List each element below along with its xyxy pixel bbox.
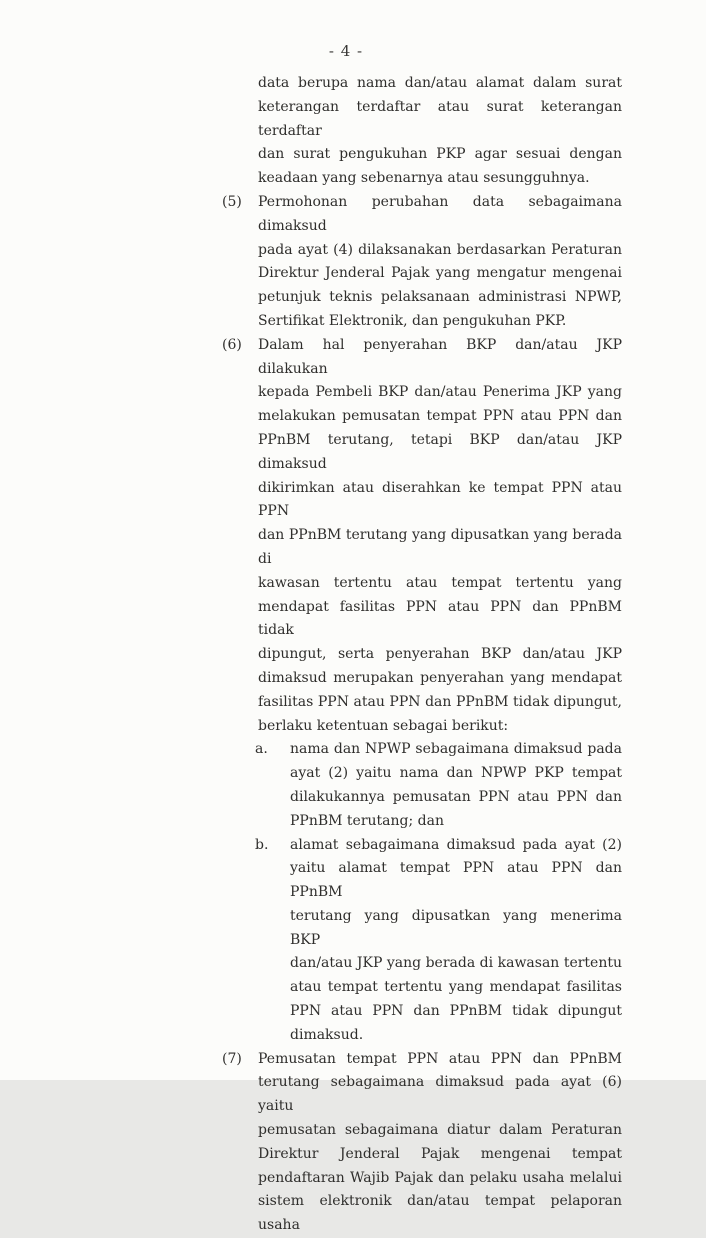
list-marker: (5) bbox=[222, 193, 242, 210]
list-marker: a. bbox=[255, 741, 268, 758]
item-5 bbox=[222, 191, 622, 334]
text-line: dan PPnBM terutang yang dipusatkan yang berada di bbox=[258, 527, 622, 567]
text-line: Dalam hal penyerahan BKP dan/atau JKP dilakukan bbox=[258, 336, 622, 377]
text-line: melakukan pemusatan tempat PPN atau PPN dan bbox=[258, 408, 622, 425]
text-line: sistem elektronik dan/atau tempat pelaporan usaha bbox=[258, 1193, 622, 1234]
text-line: keadaan yang sebenarnya atau sesungguhnya. bbox=[258, 170, 590, 187]
text-line: dipungut, serta penyerahan BKP dan/atau JKP bbox=[258, 646, 622, 663]
text-line: dan surat pengukuhan PKP agar sesuai dengan bbox=[258, 146, 622, 163]
item-6 bbox=[222, 334, 622, 739]
text-line: data berupa nama dan/atau alamat dalam surat bbox=[258, 75, 622, 91]
text-line: dilakukannya pemusatan PPN atau PPN dan bbox=[290, 788, 622, 805]
text-line: Pemusatan tempat PPN atau PPN dan PPnBM bbox=[258, 1050, 622, 1067]
text-line: petunjuk teknis pelaksanaan administrasi NPWP, bbox=[258, 289, 622, 306]
text-line: Direktur Jenderal Pajak mengenai tempat bbox=[258, 1145, 622, 1162]
page-number: - 4 - bbox=[328, 42, 364, 60]
list-marker: (6) bbox=[222, 336, 242, 353]
document-body bbox=[222, 72, 622, 1238]
text-line: pendaftaran Wajib Pajak dan pelaku usaha melalui bbox=[258, 1169, 622, 1186]
block-lines bbox=[258, 1048, 622, 1238]
text-line: dimaksud. bbox=[290, 1026, 364, 1043]
text-line: pemusatan sebagaimana diatur dalam Peraturan bbox=[258, 1122, 622, 1139]
text-line: berlaku ketentuan sebagai berikut: bbox=[258, 717, 509, 734]
text-line: PPnBM terutang, tetapi BKP dan/atau JKP dimaksud bbox=[258, 431, 622, 472]
text-line: Permohonan perubahan data sebagaimana dimaksud bbox=[258, 193, 622, 234]
block-lines bbox=[290, 738, 622, 833]
subitem-a bbox=[222, 738, 622, 833]
block-lines bbox=[258, 191, 622, 334]
continuation-paragraph bbox=[222, 72, 622, 191]
text-line: dimaksud merupakan penyerahan yang mendapat bbox=[258, 669, 622, 686]
text-line: PPN atau PPN dan PPnBM tidak dipungut bbox=[290, 1003, 622, 1020]
text-line: Direktur Jenderal Pajak yang mengatur mengenai bbox=[258, 265, 622, 282]
item-7 bbox=[222, 1048, 622, 1238]
text-line: nama dan NPWP sebagaimana dimaksud pada bbox=[290, 741, 622, 758]
text-line: yaitu alamat tempat PPN atau PPN dan PPnBM bbox=[290, 860, 622, 901]
block-lines bbox=[258, 334, 622, 739]
subitem-b bbox=[222, 834, 622, 1048]
text-line: fasilitas PPN atau PPN dan PPnBM tidak dipungut, bbox=[258, 693, 622, 710]
text-line: keterangan terdaftar atau surat keterangan terdaftar bbox=[258, 98, 622, 139]
text-line: dan/atau JKP yang berada di kawasan tertentu bbox=[290, 955, 622, 972]
text-line: alamat sebagaimana dimaksud pada ayat (2) bbox=[290, 836, 622, 853]
text-line: Sertifikat Elektronik, dan pengukuhan PKP. bbox=[258, 312, 567, 329]
text-line: terutang yang dipusatkan yang menerima BKP bbox=[290, 907, 622, 948]
text-line: PPnBM terutang; dan bbox=[290, 812, 444, 829]
text-line: kawasan tertentu atau tempat tertentu yang bbox=[258, 574, 622, 591]
text-line: ayat (2) yaitu nama dan NPWP PKP tempat bbox=[290, 765, 622, 782]
text-line: mendapat fasilitas PPN atau PPN dan PPnBM tidak bbox=[258, 598, 622, 639]
block-lines bbox=[290, 834, 622, 1048]
text-line: dikirimkan atau diserahkan ke tempat PPN atau PPN bbox=[258, 479, 622, 520]
text-line: kepada Pembeli BKP dan/atau Penerima JKP yang bbox=[258, 384, 622, 401]
list-marker: b. bbox=[255, 836, 269, 853]
text-line: atau tempat tertentu yang mendapat fasilitas bbox=[290, 979, 622, 996]
text-line: pada ayat (4) dilaksanakan berdasarkan Peraturan bbox=[258, 241, 622, 258]
block-lines bbox=[258, 72, 622, 191]
text-line: terutang sebagaimana dimaksud pada ayat (6) yaitu bbox=[258, 1074, 622, 1115]
list-marker: (7) bbox=[222, 1050, 242, 1067]
